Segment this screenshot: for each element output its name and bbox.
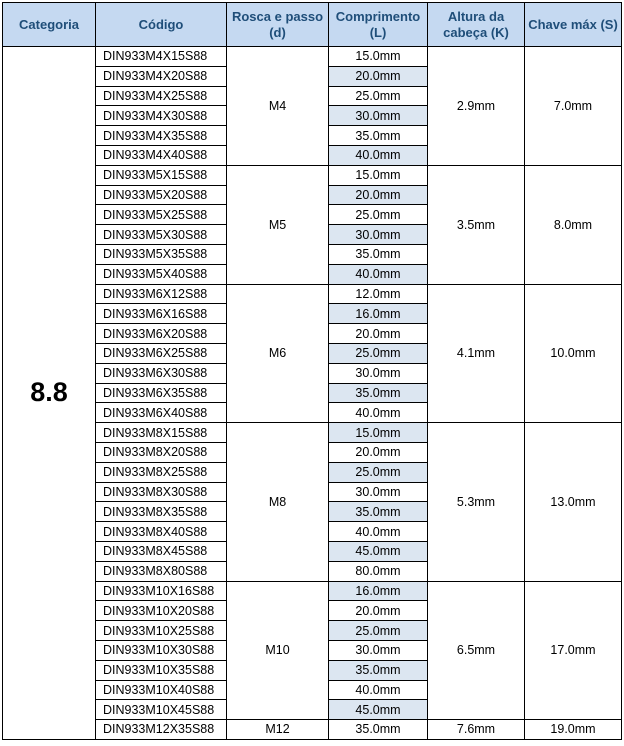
thread-cell: M4 xyxy=(227,47,329,166)
code-cell: DIN933M8X45S88 xyxy=(96,541,227,561)
length-cell: 16.0mm xyxy=(329,304,428,324)
code-cell: DIN933M10X30S88 xyxy=(96,640,227,660)
code-cell: DIN933M8X15S88 xyxy=(96,423,227,443)
code-cell: DIN933M6X25S88 xyxy=(96,343,227,363)
length-cell: 30.0mm xyxy=(329,363,428,383)
length-cell: 25.0mm xyxy=(329,205,428,225)
head-height-cell: 4.1mm xyxy=(428,284,525,423)
code-cell: DIN933M5X15S88 xyxy=(96,165,227,185)
length-cell: 35.0mm xyxy=(329,720,428,740)
category-value: 8.8 xyxy=(3,47,96,740)
length-cell: 15.0mm xyxy=(329,47,428,67)
key-max-cell: 8.0mm xyxy=(525,165,622,284)
length-cell: 15.0mm xyxy=(329,423,428,443)
length-cell: 35.0mm xyxy=(329,383,428,403)
code-cell: DIN933M4X35S88 xyxy=(96,126,227,146)
thread-cell: M6 xyxy=(227,284,329,423)
length-cell: 35.0mm xyxy=(329,244,428,264)
header-categoria: Categoria xyxy=(3,3,96,47)
head-height-cell: 7.6mm xyxy=(428,720,525,740)
table-row xyxy=(3,423,622,443)
length-cell: 80.0mm xyxy=(329,561,428,581)
code-cell: DIN933M5X40S88 xyxy=(96,264,227,284)
length-cell: 20.0mm xyxy=(329,601,428,621)
code-cell: DIN933M5X30S88 xyxy=(96,225,227,245)
length-cell: 30.0mm xyxy=(329,482,428,502)
code-cell: DIN933M8X20S88 xyxy=(96,442,227,462)
bolt-spec-table xyxy=(2,2,622,740)
code-cell: DIN933M6X40S88 xyxy=(96,403,227,423)
table-row xyxy=(3,47,622,67)
code-cell: DIN933M10X40S88 xyxy=(96,680,227,700)
length-cell: 25.0mm xyxy=(329,343,428,363)
length-cell: 40.0mm xyxy=(329,264,428,284)
length-cell: 20.0mm xyxy=(329,324,428,344)
code-cell: DIN933M10X45S88 xyxy=(96,700,227,720)
code-cell: DIN933M6X16S88 xyxy=(96,304,227,324)
key-max-cell: 7.0mm xyxy=(525,47,622,166)
length-cell: 45.0mm xyxy=(329,700,428,720)
length-cell: 16.0mm xyxy=(329,581,428,601)
key-max-cell: 10.0mm xyxy=(525,284,622,423)
header-comprimento: Comprimento (L) xyxy=(329,3,428,47)
length-cell: 15.0mm xyxy=(329,165,428,185)
thread-cell: M12 xyxy=(227,720,329,740)
length-cell: 40.0mm xyxy=(329,403,428,423)
code-cell: DIN933M10X16S88 xyxy=(96,581,227,601)
code-cell: DIN933M4X20S88 xyxy=(96,66,227,86)
head-height-cell: 5.3mm xyxy=(428,423,525,581)
length-cell: 35.0mm xyxy=(329,660,428,680)
length-cell: 25.0mm xyxy=(329,86,428,106)
length-cell: 35.0mm xyxy=(329,126,428,146)
key-max-cell: 13.0mm xyxy=(525,423,622,581)
code-cell: DIN933M5X25S88 xyxy=(96,205,227,225)
code-cell: DIN933M4X15S88 xyxy=(96,47,227,67)
code-cell: DIN933M10X35S88 xyxy=(96,660,227,680)
code-cell: DIN933M4X40S88 xyxy=(96,145,227,165)
table-row xyxy=(3,284,622,304)
code-cell: DIN933M6X30S88 xyxy=(96,363,227,383)
code-cell: DIN933M5X20S88 xyxy=(96,185,227,205)
head-height-cell: 2.9mm xyxy=(428,47,525,166)
table-row xyxy=(3,720,622,740)
length-cell: 30.0mm xyxy=(329,640,428,660)
head-height-cell: 3.5mm xyxy=(428,165,525,284)
length-cell: 40.0mm xyxy=(329,680,428,700)
length-cell: 45.0mm xyxy=(329,541,428,561)
code-cell: DIN933M6X35S88 xyxy=(96,383,227,403)
code-cell: DIN933M6X12S88 xyxy=(96,284,227,304)
code-cell: DIN933M8X25S88 xyxy=(96,462,227,482)
length-cell: 40.0mm xyxy=(329,522,428,542)
thread-cell: M5 xyxy=(227,165,329,284)
key-max-cell: 17.0mm xyxy=(525,581,622,720)
length-cell: 20.0mm xyxy=(329,442,428,462)
key-max-cell: 19.0mm xyxy=(525,720,622,740)
code-cell: DIN933M8X40S88 xyxy=(96,522,227,542)
code-cell: DIN933M4X25S88 xyxy=(96,86,227,106)
code-cell: DIN933M10X25S88 xyxy=(96,621,227,641)
header-row xyxy=(3,3,622,47)
code-cell: DIN933M12X35S88 xyxy=(96,720,227,740)
thread-cell: M8 xyxy=(227,423,329,581)
code-cell: DIN933M8X35S88 xyxy=(96,502,227,522)
table-body xyxy=(3,47,622,740)
code-cell: DIN933M8X30S88 xyxy=(96,482,227,502)
length-cell: 35.0mm xyxy=(329,502,428,522)
head-height-cell: 6.5mm xyxy=(428,581,525,720)
thread-cell: M10 xyxy=(227,581,329,720)
table-row xyxy=(3,581,622,601)
table-row xyxy=(3,165,622,185)
code-cell: DIN933M5X35S88 xyxy=(96,244,227,264)
length-cell: 40.0mm xyxy=(329,145,428,165)
code-cell: DIN933M10X20S88 xyxy=(96,601,227,621)
length-cell: 25.0mm xyxy=(329,462,428,482)
code-cell: DIN933M6X20S88 xyxy=(96,324,227,344)
length-cell: 20.0mm xyxy=(329,66,428,86)
header-codigo: Código xyxy=(96,3,227,47)
code-cell: DIN933M8X80S88 xyxy=(96,561,227,581)
length-cell: 30.0mm xyxy=(329,106,428,126)
header-chave-max: Chave máx (S) xyxy=(525,3,622,47)
length-cell: 12.0mm xyxy=(329,284,428,304)
length-cell: 25.0mm xyxy=(329,621,428,641)
length-cell: 20.0mm xyxy=(329,185,428,205)
code-cell: DIN933M4X30S88 xyxy=(96,106,227,126)
header-altura-cabeca: Altura da cabeça (K) xyxy=(428,3,525,47)
header-rosca-passo: Rosca e passo (d) xyxy=(227,3,329,47)
length-cell: 30.0mm xyxy=(329,225,428,245)
